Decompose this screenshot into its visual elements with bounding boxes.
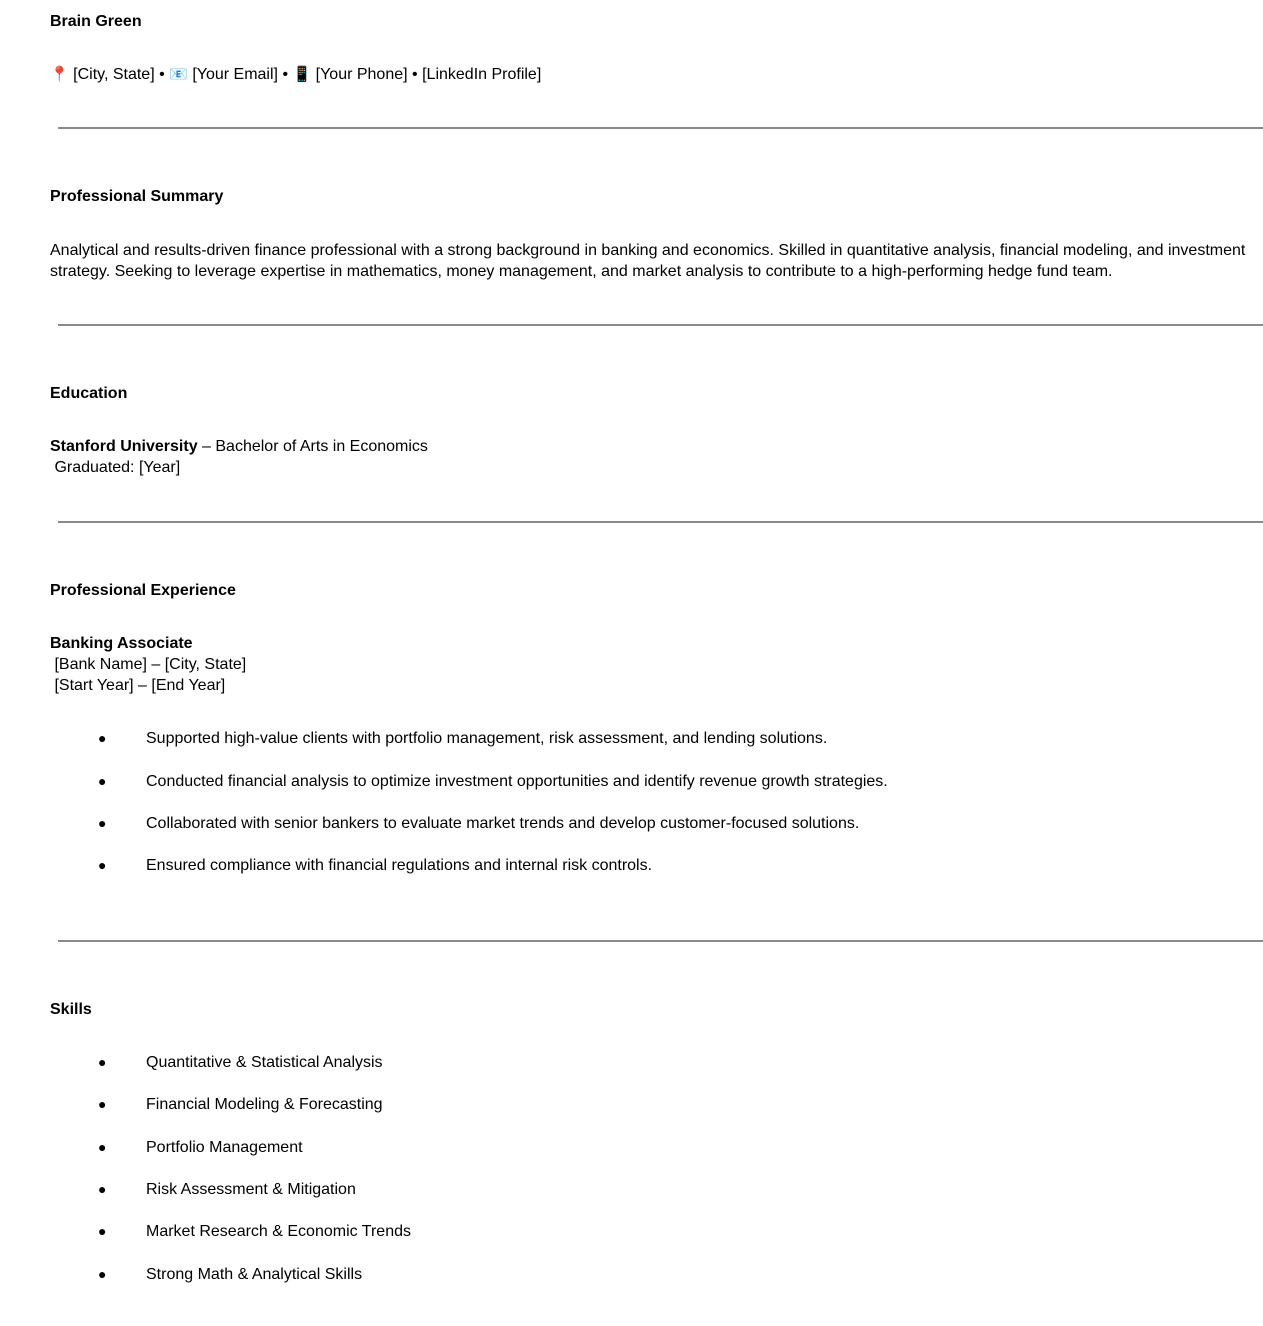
contact-line [50, 64, 541, 85]
skill-text: Financial Modeling & Forecasting [146, 1096, 383, 1113]
job-dates: [Start Year] – [End Year] [50, 677, 226, 694]
bullet-icon: ● [98, 1181, 107, 1197]
skill-text: Portfolio Management [146, 1139, 303, 1156]
bullet-icon: ● [98, 1223, 107, 1239]
experience-bullet-text: Conducted financial analysis to optimize investment opportunities and identify revenue growth strategies. [146, 773, 888, 790]
section-divider [58, 324, 1263, 326]
education-school: Stanford University [50, 438, 198, 455]
experience-heading: Professional Experience [50, 582, 236, 599]
experience-bullet-text: Supported high-value clients with portfolio management, risk assessment, and lending solutions. [146, 730, 828, 747]
bullet-icon: ● [98, 1096, 107, 1112]
skill-text: Strong Math & Analytical Skills [146, 1266, 363, 1283]
summary-heading: Professional Summary [50, 188, 224, 205]
skill-text: Quantitative & Statistical Analysis [146, 1054, 383, 1071]
skill-item [98, 1094, 383, 1115]
bullet-icon: ● [98, 1054, 107, 1070]
education-graduated: Graduated: [Year] [50, 459, 181, 476]
email-icon: 📧 [169, 66, 188, 83]
section-divider [58, 127, 1263, 129]
contact-phone: [Your Phone] [315, 66, 408, 83]
contact-location: [City, State] [73, 66, 155, 83]
contact-separator: • [282, 66, 289, 83]
skill-text: Market Research & Economic Trends [146, 1223, 411, 1240]
experience-bullet-item [98, 813, 859, 834]
bullet-icon: ● [98, 857, 107, 873]
skills-heading: Skills [50, 1001, 92, 1018]
experience-bullet-item [98, 855, 652, 876]
experience-bullet-item [98, 771, 888, 792]
skill-item [98, 1179, 356, 1200]
location-pin-icon: 📍 [50, 66, 69, 83]
summary-text: Analytical and results-driven finance professional with a strong background in banking and economics. Skilled in quantitative analysis, financial modeling, and investment strategy. Seeking to leverage expertise in mathematics, money management, and market analysis to contribute to a high-performing hedge fund team. [50, 242, 1246, 280]
contact-linkedin: [LinkedIn Profile] [422, 66, 542, 83]
skill-text: Risk Assessment & Mitigation [146, 1181, 356, 1198]
education-degree: – Bachelor of Arts in Economics [197, 438, 428, 455]
candidate-name: Brain Green [50, 13, 142, 30]
resume-document [50, 0, 1263, 1326]
experience-bullet-text: Collaborated with senior bankers to evaluate market trends and develop customer-focused solutions. [146, 815, 860, 832]
education-entry [50, 436, 428, 457]
skill-item [98, 1221, 411, 1242]
education-heading: Education [50, 385, 128, 402]
contact-separator: • [412, 66, 418, 83]
phone-icon: 📱 [292, 66, 312, 83]
skill-item [98, 1264, 362, 1285]
bullet-icon: ● [98, 815, 107, 831]
bullet-icon: ● [98, 1266, 107, 1282]
skill-item [98, 1137, 303, 1158]
bullet-icon: ● [98, 1139, 107, 1155]
bullet-icon: ● [98, 730, 107, 746]
experience-bullet-item [98, 728, 827, 749]
job-title: Banking Associate [50, 635, 193, 652]
section-divider [58, 521, 1263, 523]
experience-bullet-text: Ensured compliance with financial regulations and internal risk controls. [146, 857, 653, 874]
contact-email: [Your Email] [192, 66, 278, 83]
bullet-icon: ● [98, 773, 107, 789]
skill-item [98, 1052, 383, 1073]
job-employer: [Bank Name] – [City, State] [50, 656, 247, 673]
contact-separator: • [159, 66, 165, 83]
section-divider [58, 940, 1263, 942]
